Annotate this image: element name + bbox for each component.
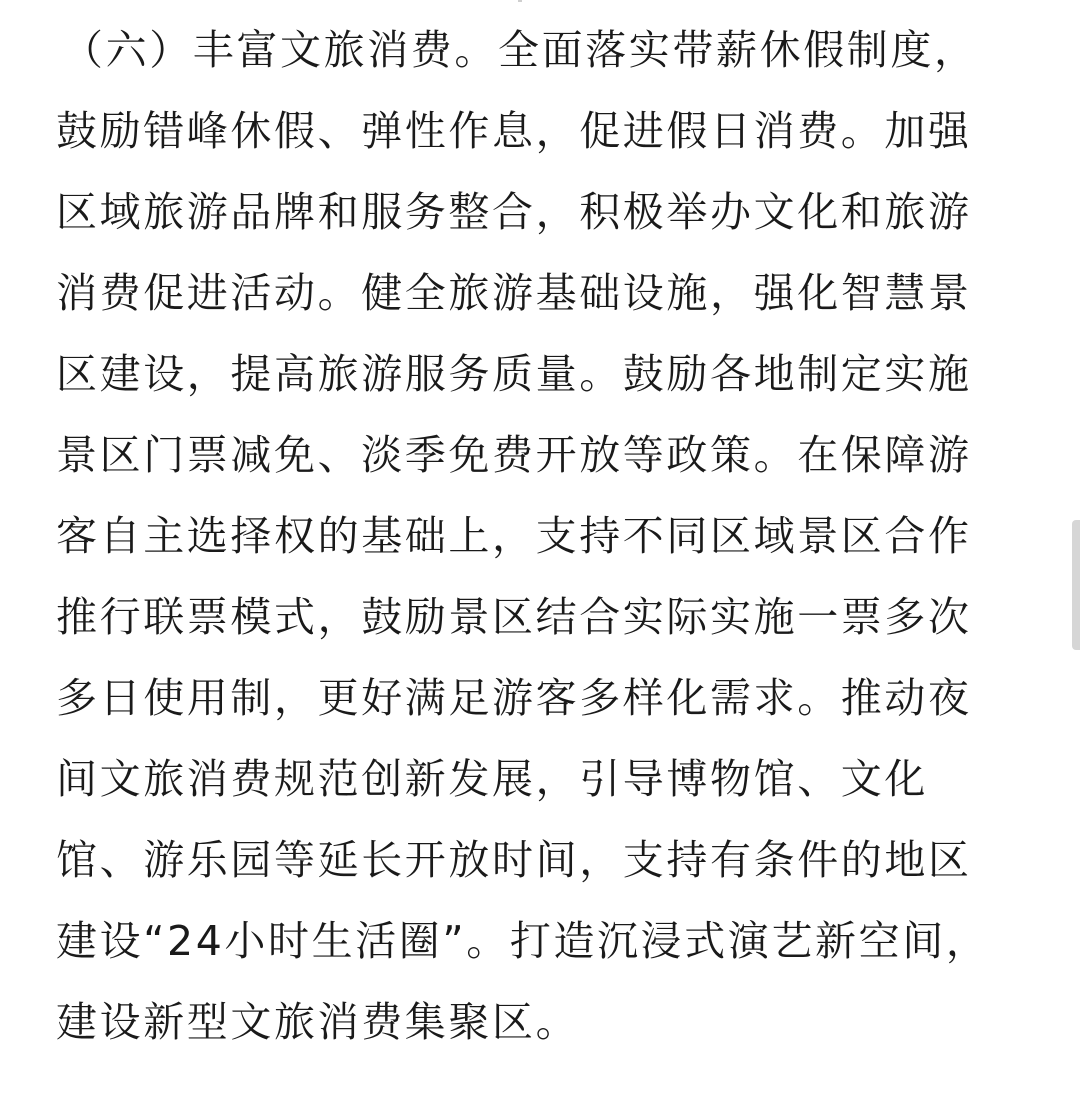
paragraph-line-6: 景区门票减免、淡季免费开放等政策。在保障游: [56, 431, 972, 479]
vertical-scrollbar[interactable]: [1072, 520, 1080, 650]
paragraph-line-10: 间文旅消费规范创新发展，引导博物馆、文化: [56, 755, 928, 803]
paragraph-line-1: （六）丰富文旅消费。全面落实带薪休假制度，: [62, 26, 978, 74]
paragraph-line-2: 鼓励错峰休假、弹性作息，促进假日消费。加强: [56, 107, 972, 155]
paragraph-line-12: 建设“24小时生活圈”。打造沉浸式演艺新空间，: [56, 917, 990, 965]
paragraph-line-8: 推行联票模式，鼓励景区结合实际实施一票多次: [56, 593, 972, 641]
paragraph-line-13: 建设新型文旅消费集聚区。: [56, 998, 580, 1046]
paragraph-line-3: 区域旅游品牌和服务整合，积极举办文化和旅游: [56, 188, 972, 236]
paragraph-line-7: 客自主选择权的基础上，支持不同区域景区合作: [56, 512, 972, 560]
paragraph-line-5: 区建设，提高旅游服务质量。鼓励各地制定实施: [56, 350, 972, 398]
paragraph-line-9: 多日使用制，更好满足游客多样化需求。推动夜: [56, 674, 972, 722]
paragraph-line-11: 馆、游乐园等延长开放时间，支持有条件的地区: [56, 836, 972, 884]
top-edge-mark: [518, 0, 522, 2]
paragraph-line-4: 消费促进活动。健全旅游基础设施，强化智慧景: [56, 269, 972, 317]
article-body: [56, 14, 1036, 1067]
